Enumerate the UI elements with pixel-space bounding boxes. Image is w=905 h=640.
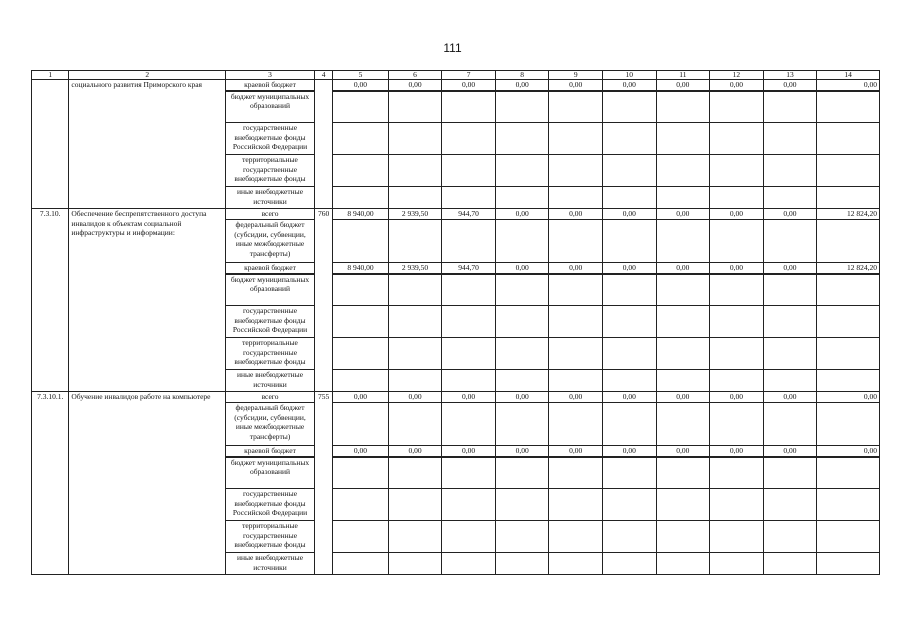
funding-source: федеральный бюджет (субсидии, субвенции, иные межбюджетные трансферты)	[226, 220, 315, 263]
value-cell	[333, 489, 389, 521]
value-cell: 0,00	[442, 392, 496, 403]
value-cell	[495, 155, 549, 187]
value-cell	[333, 521, 389, 553]
value-cell	[333, 220, 389, 263]
value-cell: 0,00	[710, 392, 764, 403]
value-cell	[656, 91, 710, 123]
value-cell	[388, 123, 442, 155]
value-cell	[549, 489, 603, 521]
value-cell	[710, 403, 764, 446]
value-cell	[495, 123, 549, 155]
value-cell	[656, 457, 710, 489]
table-row	[32, 209, 880, 220]
funding-source: краевой бюджет	[226, 446, 315, 457]
value-cell: 0,00	[656, 263, 710, 274]
value-cell: 0,00	[333, 446, 389, 457]
value-cell: 0,00	[549, 392, 603, 403]
value-cell: 0,00	[763, 392, 817, 403]
value-cell	[603, 220, 657, 263]
value-cell: 0,00	[763, 263, 817, 274]
value-cell	[495, 521, 549, 553]
value-cell: 944,70	[442, 263, 496, 274]
value-cell	[817, 553, 880, 575]
value-cell	[763, 220, 817, 263]
value-cell	[333, 274, 389, 306]
value-cell	[603, 306, 657, 338]
value-cell	[549, 91, 603, 123]
value-cell	[656, 370, 710, 392]
value-cell	[388, 220, 442, 263]
value-cell	[817, 220, 880, 263]
value-cell	[442, 521, 496, 553]
header-cell: 5	[333, 71, 389, 80]
value-cell	[388, 187, 442, 209]
value-cell: 0,00	[656, 80, 710, 91]
funding-source: федеральный бюджет (субсидии, субвенции, иные межбюджетные трансферты)	[226, 403, 315, 446]
value-cell	[763, 553, 817, 575]
value-cell: 0,00	[549, 80, 603, 91]
value-cell: 8 940,00	[333, 209, 389, 220]
header-cell: 14	[817, 71, 880, 80]
value-cell: 0,00	[495, 446, 549, 457]
value-cell: 944,70	[442, 209, 496, 220]
header-cell: 13	[763, 71, 817, 80]
value-cell: 0,00	[710, 446, 764, 457]
funding-source: иные внебюджетные источники	[226, 370, 315, 392]
code-cell: 760	[314, 209, 332, 392]
value-cell	[388, 338, 442, 370]
value-cell	[333, 91, 389, 123]
value-cell	[710, 123, 764, 155]
value-cell	[817, 274, 880, 306]
value-cell	[817, 370, 880, 392]
value-cell: 12 824,20	[817, 209, 880, 220]
funding-source: бюджет муниципальных образований	[226, 91, 315, 123]
header-cell: 11	[656, 71, 710, 80]
value-cell	[710, 220, 764, 263]
row-number-cell	[32, 80, 69, 209]
header-row	[32, 71, 880, 80]
funding-source: краевой бюджет	[226, 80, 315, 91]
value-cell: 0,00	[710, 209, 764, 220]
value-cell	[817, 338, 880, 370]
value-cell	[603, 553, 657, 575]
value-cell	[442, 274, 496, 306]
code-cell: 755	[314, 392, 332, 575]
funding-source: иные внебюджетные источники	[226, 187, 315, 209]
value-cell	[549, 457, 603, 489]
value-cell	[442, 553, 496, 575]
value-cell	[549, 553, 603, 575]
value-cell	[495, 553, 549, 575]
value-cell	[710, 457, 764, 489]
value-cell: 0,00	[333, 80, 389, 91]
value-cell	[333, 403, 389, 446]
value-cell	[388, 274, 442, 306]
value-cell	[763, 457, 817, 489]
value-cell	[763, 91, 817, 123]
value-cell	[710, 155, 764, 187]
value-cell	[388, 403, 442, 446]
value-cell: 0,00	[763, 80, 817, 91]
value-cell: 0,00	[495, 263, 549, 274]
value-cell	[388, 521, 442, 553]
funding-source: территориальные государственные внебюджетные фонды	[226, 521, 315, 553]
value-cell: 0,00	[710, 80, 764, 91]
value-cell	[333, 155, 389, 187]
value-cell: 2 939,50	[388, 209, 442, 220]
value-cell: 0,00	[603, 446, 657, 457]
value-cell	[442, 306, 496, 338]
value-cell: 2 939,50	[388, 263, 442, 274]
value-cell	[656, 155, 710, 187]
value-cell	[763, 306, 817, 338]
value-cell	[603, 338, 657, 370]
value-cell	[333, 457, 389, 489]
value-cell: 0,00	[603, 80, 657, 91]
funding-source: всего	[226, 209, 315, 220]
value-cell	[603, 155, 657, 187]
value-cell	[549, 403, 603, 446]
value-cell	[763, 187, 817, 209]
value-cell	[549, 220, 603, 263]
value-cell	[763, 370, 817, 392]
value-cell	[710, 521, 764, 553]
value-cell	[710, 370, 764, 392]
value-cell	[333, 187, 389, 209]
value-cell	[495, 187, 549, 209]
value-cell	[603, 489, 657, 521]
header-cell: 9	[549, 71, 603, 80]
value-cell	[442, 187, 496, 209]
value-cell	[710, 338, 764, 370]
value-cell: 12 824,20	[817, 263, 880, 274]
value-cell	[817, 187, 880, 209]
value-cell	[442, 338, 496, 370]
value-cell	[495, 489, 549, 521]
row-number-cell: 7.3.10.	[32, 209, 69, 392]
value-cell	[763, 338, 817, 370]
funding-source: бюджет муниципальных образований	[226, 457, 315, 489]
funding-source: государственные внебюджетные фонды Российской Федерации	[226, 306, 315, 338]
value-cell	[603, 521, 657, 553]
header-cell: 3	[226, 71, 315, 80]
value-cell: 0,00	[442, 446, 496, 457]
table-row	[32, 392, 880, 403]
value-cell: 0,00	[656, 209, 710, 220]
header-cell: 1	[32, 71, 69, 80]
value-cell	[495, 370, 549, 392]
value-cell	[656, 553, 710, 575]
value-cell	[333, 553, 389, 575]
value-cell	[603, 91, 657, 123]
value-cell: 0,00	[549, 209, 603, 220]
value-cell	[549, 338, 603, 370]
value-cell	[603, 123, 657, 155]
value-cell	[549, 155, 603, 187]
value-cell: 0,00	[495, 392, 549, 403]
value-cell	[817, 457, 880, 489]
value-cell	[656, 123, 710, 155]
value-cell	[656, 521, 710, 553]
value-cell	[817, 123, 880, 155]
row-number-cell: 7.3.10.1.	[32, 392, 69, 575]
value-cell	[817, 155, 880, 187]
value-cell	[817, 489, 880, 521]
value-cell: 0,00	[817, 80, 880, 91]
value-cell	[388, 489, 442, 521]
value-cell	[388, 457, 442, 489]
header-cell: 12	[710, 71, 764, 80]
value-cell	[495, 220, 549, 263]
value-cell	[817, 521, 880, 553]
measure-name: Обеспечение беспрепятственного доступа инвалидов к объектам социальной инфраструктуры и информации:	[69, 209, 226, 392]
value-cell: 0,00	[495, 80, 549, 91]
measure-name: социального развития Приморского края	[69, 80, 226, 209]
value-cell: 0,00	[603, 209, 657, 220]
value-cell	[495, 403, 549, 446]
value-cell	[495, 338, 549, 370]
value-cell: 0,00	[817, 446, 880, 457]
value-cell	[442, 220, 496, 263]
value-cell	[763, 155, 817, 187]
value-cell	[763, 521, 817, 553]
value-cell	[656, 489, 710, 521]
value-cell	[763, 403, 817, 446]
value-cell	[603, 370, 657, 392]
value-cell	[710, 274, 764, 306]
value-cell	[603, 187, 657, 209]
value-cell	[710, 306, 764, 338]
measure-name: Обучение инвалидов работе на компьютере	[69, 392, 226, 575]
value-cell	[495, 457, 549, 489]
funding-source: бюджет муниципальных образований	[226, 274, 315, 306]
funding-source: государственные внебюджетные фонды Российской Федерации	[226, 123, 315, 155]
header-cell: 4	[314, 71, 332, 80]
value-cell	[603, 457, 657, 489]
value-cell: 0,00	[549, 446, 603, 457]
value-cell	[763, 123, 817, 155]
value-cell	[333, 338, 389, 370]
value-cell	[549, 274, 603, 306]
value-cell: 0,00	[656, 446, 710, 457]
code-cell	[314, 80, 332, 209]
funding-source: всего	[226, 392, 315, 403]
value-cell	[656, 403, 710, 446]
value-cell	[817, 91, 880, 123]
value-cell	[763, 274, 817, 306]
value-cell	[388, 91, 442, 123]
value-cell	[603, 403, 657, 446]
value-cell: 0,00	[763, 209, 817, 220]
header-cell: 6	[388, 71, 442, 80]
value-cell: 0,00	[388, 392, 442, 403]
value-cell	[442, 155, 496, 187]
value-cell	[549, 521, 603, 553]
value-cell: 0,00	[656, 392, 710, 403]
value-cell: 8 940,00	[333, 263, 389, 274]
table-row	[32, 80, 880, 91]
value-cell	[656, 274, 710, 306]
value-cell	[495, 306, 549, 338]
value-cell	[495, 91, 549, 123]
header-cell: 10	[603, 71, 657, 80]
value-cell	[442, 123, 496, 155]
value-cell: 0,00	[388, 446, 442, 457]
value-cell	[388, 370, 442, 392]
value-cell: 0,00	[549, 263, 603, 274]
funding-source: территориальные государственные внебюджетные фонды	[226, 338, 315, 370]
value-cell	[817, 403, 880, 446]
value-cell	[656, 306, 710, 338]
value-cell	[333, 123, 389, 155]
value-cell	[656, 338, 710, 370]
value-cell	[442, 403, 496, 446]
value-cell: 0,00	[333, 392, 389, 403]
value-cell	[388, 155, 442, 187]
value-cell	[442, 457, 496, 489]
funding-source: территориальные государственные внебюджетные фонды	[226, 155, 315, 187]
value-cell	[442, 91, 496, 123]
value-cell: 0,00	[603, 392, 657, 403]
value-cell: 0,00	[603, 263, 657, 274]
value-cell	[603, 274, 657, 306]
value-cell: 0,00	[817, 392, 880, 403]
value-cell: 0,00	[710, 263, 764, 274]
value-cell	[333, 370, 389, 392]
value-cell	[549, 187, 603, 209]
value-cell	[763, 489, 817, 521]
value-cell	[388, 553, 442, 575]
value-cell	[549, 370, 603, 392]
value-cell	[549, 306, 603, 338]
value-cell	[710, 187, 764, 209]
value-cell	[710, 553, 764, 575]
value-cell	[442, 370, 496, 392]
value-cell: 0,00	[763, 446, 817, 457]
value-cell: 0,00	[442, 80, 496, 91]
value-cell	[495, 274, 549, 306]
value-cell	[388, 306, 442, 338]
value-cell	[442, 489, 496, 521]
value-cell: 0,00	[388, 80, 442, 91]
value-cell	[549, 123, 603, 155]
value-cell	[333, 306, 389, 338]
value-cell	[817, 306, 880, 338]
funding-source: краевой бюджет	[226, 263, 315, 274]
header-cell: 8	[495, 71, 549, 80]
value-cell	[710, 91, 764, 123]
value-cell	[710, 489, 764, 521]
header-cell: 2	[69, 71, 226, 80]
header-cell: 7	[442, 71, 496, 80]
value-cell	[656, 220, 710, 263]
funding-source: государственные внебюджетные фонды Российской Федерации	[226, 489, 315, 521]
budget-table	[31, 70, 880, 575]
page-number: 111	[443, 41, 462, 55]
value-cell	[656, 187, 710, 209]
funding-source: иные внебюджетные источники	[226, 553, 315, 575]
value-cell: 0,00	[495, 209, 549, 220]
